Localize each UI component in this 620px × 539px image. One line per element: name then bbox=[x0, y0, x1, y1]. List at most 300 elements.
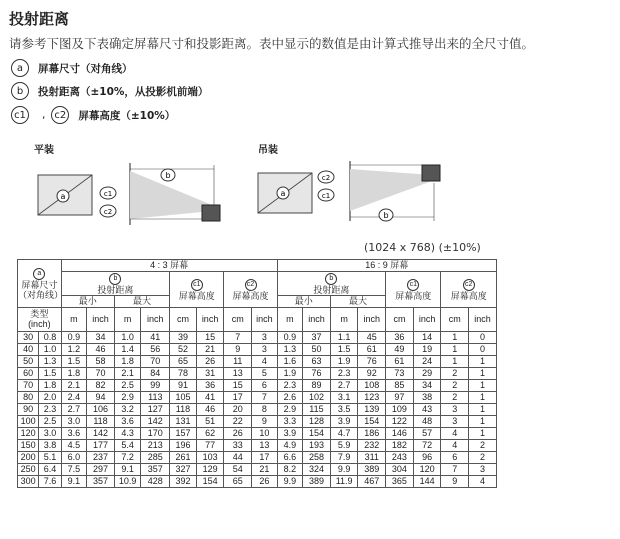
mark-b: b bbox=[109, 273, 121, 285]
table-cell: 14 bbox=[413, 331, 441, 343]
table-cell: 26 bbox=[224, 427, 252, 439]
table-cell: 5 bbox=[252, 367, 278, 379]
table-cell: 3 bbox=[252, 343, 278, 355]
table-cell: 60 bbox=[18, 367, 39, 379]
unit-cell: inch bbox=[141, 307, 170, 331]
table-cell: 467 bbox=[358, 475, 386, 487]
table-cell: 7.2 bbox=[114, 451, 141, 463]
mark-c1-text: c1 bbox=[321, 192, 331, 200]
projector-icon bbox=[422, 165, 440, 181]
table-cell: 9.9 bbox=[277, 475, 303, 487]
table-cell: 3.1 bbox=[330, 391, 358, 403]
table-cell: 11.9 bbox=[330, 475, 358, 487]
throw-header-43 bbox=[61, 272, 170, 296]
table-cell: 56 bbox=[141, 343, 170, 355]
mark-a: a bbox=[11, 59, 29, 77]
table-cell: 73 bbox=[386, 367, 414, 379]
table-cell: 3.8 bbox=[39, 439, 61, 451]
table-cell: 2.9 bbox=[114, 391, 141, 403]
type-header-cell bbox=[18, 307, 62, 331]
table-cell: 3.0 bbox=[61, 415, 87, 427]
table-cell: 20 bbox=[224, 403, 252, 415]
table-cell: 34 bbox=[87, 331, 115, 343]
table-cell: 85 bbox=[386, 379, 414, 391]
table-cell: 7.5 bbox=[61, 463, 87, 475]
table-cell: 2 bbox=[469, 451, 497, 463]
table-cell: 10 bbox=[252, 427, 278, 439]
table-cell: 33 bbox=[224, 439, 252, 451]
table-row bbox=[18, 331, 497, 343]
max-header: 最大 bbox=[330, 295, 385, 307]
table-cell: 48 bbox=[413, 415, 441, 427]
table-cell: 297 bbox=[87, 463, 115, 475]
table-cell: 3.6 bbox=[61, 427, 87, 439]
table-cell: 2.0 bbox=[39, 391, 61, 403]
max-header: 最大 bbox=[114, 295, 169, 307]
table-cell: 72 bbox=[413, 439, 441, 451]
table-cell: 357 bbox=[141, 463, 170, 475]
table-cell: 213 bbox=[141, 439, 170, 451]
mark-c1: c1 bbox=[11, 106, 29, 124]
table-cell: 2 bbox=[441, 379, 469, 391]
table-cell: 108 bbox=[358, 379, 386, 391]
table-cell: 6 bbox=[252, 379, 278, 391]
table-cell: 1 bbox=[441, 331, 469, 343]
unit-cell: inch bbox=[252, 307, 278, 331]
mark-a: a bbox=[33, 268, 45, 280]
table-cell: 9.9 bbox=[330, 463, 358, 475]
table-cell: 3 bbox=[441, 403, 469, 415]
table-cell: 118 bbox=[87, 415, 115, 427]
table-cell: 11 bbox=[224, 355, 252, 367]
table-cell: 1.4 bbox=[114, 343, 141, 355]
table-cell: 45 bbox=[358, 331, 386, 343]
unit-cell: inch bbox=[469, 307, 497, 331]
table-cell: 3.9 bbox=[277, 427, 303, 439]
table-body bbox=[18, 331, 497, 487]
table-cell: 4.9 bbox=[277, 439, 303, 451]
mark-b: b bbox=[325, 273, 337, 285]
table-cell: 113 bbox=[141, 391, 170, 403]
table-cell: 7.6 bbox=[39, 475, 61, 487]
table-cell: 2.5 bbox=[39, 415, 61, 427]
table-cell: 1.0 bbox=[114, 331, 141, 343]
unit-cell: cm bbox=[386, 307, 414, 331]
table-cell: 2.6 bbox=[277, 391, 303, 403]
table-cell: 250 bbox=[18, 463, 39, 475]
table-cell: 142 bbox=[141, 415, 170, 427]
description: 请参考下图及下表确定屏幕尺寸和投影距离。表中显示的数值是由计算式推导出来的全尺寸值。 bbox=[9, 36, 535, 51]
table-cell: 100 bbox=[18, 415, 39, 427]
unit-cell: inch bbox=[303, 307, 331, 331]
table-row bbox=[18, 427, 497, 439]
table-cell: 9 bbox=[252, 415, 278, 427]
table-cell: 3.2 bbox=[114, 403, 141, 415]
table-cell: 0.9 bbox=[277, 331, 303, 343]
table-cell: 142 bbox=[87, 427, 115, 439]
table-cell: 41 bbox=[196, 391, 224, 403]
table-cell: 186 bbox=[358, 427, 386, 439]
table-cell: 17 bbox=[224, 391, 252, 403]
table-cell: 65 bbox=[170, 355, 197, 367]
c1-header-43 bbox=[170, 272, 224, 308]
table-cell: 21 bbox=[252, 463, 278, 475]
table-cell: 39 bbox=[170, 331, 197, 343]
table-cell: 62 bbox=[196, 427, 224, 439]
table-cell: 2.1 bbox=[114, 367, 141, 379]
table-cell: 170 bbox=[141, 427, 170, 439]
group-16-9: 16 : 9 屏幕 bbox=[277, 260, 496, 272]
unit-cell: cm bbox=[170, 307, 197, 331]
table-cell: 2 bbox=[441, 391, 469, 403]
table-cell: 1.8 bbox=[39, 379, 61, 391]
table-cell: 115 bbox=[303, 403, 331, 415]
table-cell: 58 bbox=[87, 355, 115, 367]
table-cell: 4 bbox=[441, 439, 469, 451]
size-header-cell bbox=[18, 260, 62, 308]
table-cell: 1.8 bbox=[114, 355, 141, 367]
table-cell: 96 bbox=[413, 451, 441, 463]
table-cell: 1.5 bbox=[39, 367, 61, 379]
table-cell: 258 bbox=[303, 451, 331, 463]
table-cell: 40 bbox=[18, 343, 39, 355]
unit-cell: inch bbox=[196, 307, 224, 331]
table-row bbox=[18, 451, 497, 463]
table-cell: 365 bbox=[386, 475, 414, 487]
table-cell: 50 bbox=[303, 343, 331, 355]
table-cell: 24 bbox=[413, 355, 441, 367]
table-cell: 9 bbox=[224, 343, 252, 355]
table-cell: 103 bbox=[196, 451, 224, 463]
table-cell: 300 bbox=[18, 475, 39, 487]
table-cell: 70 bbox=[87, 367, 115, 379]
height-label: 屏幕高度 bbox=[232, 290, 269, 301]
legend-text: 屏幕高度（±10%） bbox=[78, 109, 176, 122]
table-cell: 38 bbox=[413, 391, 441, 403]
table-cell: 146 bbox=[386, 427, 414, 439]
table-cell: 0 bbox=[469, 343, 497, 355]
table-cell: 7 bbox=[224, 331, 252, 343]
table-cell: 243 bbox=[386, 451, 414, 463]
table-cell: 122 bbox=[386, 415, 414, 427]
table-cell: 1.1 bbox=[330, 331, 358, 343]
legend-item-screen-height bbox=[11, 106, 175, 124]
table-cell: 52 bbox=[170, 343, 197, 355]
mark-c2-text: c2 bbox=[103, 208, 113, 216]
c1-header-169 bbox=[386, 272, 441, 308]
table-cell: 15 bbox=[224, 379, 252, 391]
table-cell: 1 bbox=[469, 403, 497, 415]
table-cell: 13 bbox=[252, 439, 278, 451]
table-cell: 51 bbox=[196, 415, 224, 427]
table-cell: 2.7 bbox=[330, 379, 358, 391]
table-cell: 120 bbox=[18, 427, 39, 439]
table-cell: 92 bbox=[358, 367, 386, 379]
table-cell: 1 bbox=[441, 355, 469, 367]
unit-cell: m bbox=[330, 307, 358, 331]
mark-c1: c1 bbox=[407, 279, 419, 291]
table-cell: 357 bbox=[87, 475, 115, 487]
mark-a-text: a bbox=[60, 192, 66, 201]
table-cell: 311 bbox=[358, 451, 386, 463]
table-cell: 3.0 bbox=[39, 427, 61, 439]
unit-cell: m bbox=[114, 307, 141, 331]
table-cell: 2.4 bbox=[61, 391, 87, 403]
throw-label: 投射距离 bbox=[313, 284, 350, 295]
table-cell: 61 bbox=[358, 343, 386, 355]
table-row bbox=[18, 355, 497, 367]
table-cell: 82 bbox=[87, 379, 115, 391]
table-cell: 118 bbox=[170, 403, 197, 415]
table-row bbox=[18, 463, 497, 475]
table-cell: 84 bbox=[141, 367, 170, 379]
legend-text: 投射距离（±10%，从投影机前端） bbox=[38, 85, 209, 98]
table-cell: 327 bbox=[170, 463, 197, 475]
table-cell: 2.1 bbox=[61, 379, 87, 391]
table-cell: 150 bbox=[18, 439, 39, 451]
table-cell: 1.5 bbox=[61, 355, 87, 367]
mark-c2: c2 bbox=[51, 106, 69, 124]
table-cell: 0.9 bbox=[61, 331, 87, 343]
c2-header-43 bbox=[224, 272, 277, 308]
table-cell: 41 bbox=[141, 331, 170, 343]
table-cell: 102 bbox=[303, 391, 331, 403]
table-cell: 34 bbox=[413, 379, 441, 391]
table-cell: 3 bbox=[469, 463, 497, 475]
table-cell: 54 bbox=[224, 463, 252, 475]
mark-c2-text: c2 bbox=[321, 174, 331, 182]
table-cell: 78 bbox=[170, 367, 197, 379]
unit-cell: m bbox=[277, 307, 303, 331]
table-cell: 4 bbox=[469, 475, 497, 487]
table-cell: 46 bbox=[87, 343, 115, 355]
table-cell: 1.3 bbox=[39, 355, 61, 367]
table-cell: 123 bbox=[358, 391, 386, 403]
resolution-note: (1024 x 768) (±10%) bbox=[364, 241, 481, 254]
table-cell: 3 bbox=[252, 331, 278, 343]
min-header: 最小 bbox=[61, 295, 114, 307]
table-cell: 7 bbox=[441, 463, 469, 475]
type-unit: (inch) bbox=[28, 319, 51, 329]
table-cell: 2.5 bbox=[114, 379, 141, 391]
table-cell: 1.5 bbox=[330, 343, 358, 355]
table-cell: 6.4 bbox=[39, 463, 61, 475]
table-cell: 3.5 bbox=[330, 403, 358, 415]
table-cell: 3.6 bbox=[114, 415, 141, 427]
mark-a-text: a bbox=[280, 189, 286, 198]
unit-cell: inch bbox=[358, 307, 386, 331]
table-cell: 7 bbox=[252, 391, 278, 403]
table-cell: 237 bbox=[87, 451, 115, 463]
legend-separator: , bbox=[42, 109, 46, 121]
table-cell: 389 bbox=[303, 475, 331, 487]
height-label: 屏幕高度 bbox=[450, 290, 487, 301]
table-cell: 2 bbox=[469, 439, 497, 451]
table-cell: 70 bbox=[141, 355, 170, 367]
group-4-3: 4 : 3 屏幕 bbox=[61, 260, 277, 272]
table-cell: 3.3 bbox=[277, 415, 303, 427]
table-cell: 1.0 bbox=[39, 343, 61, 355]
legend-text: 屏幕尺寸（对角线） bbox=[38, 62, 133, 75]
table-cell: 15 bbox=[196, 331, 224, 343]
table-cell: 1 bbox=[469, 379, 497, 391]
table-cell: 46 bbox=[196, 403, 224, 415]
table-cell: 193 bbox=[303, 439, 331, 451]
mark-c1: c1 bbox=[191, 279, 203, 291]
projection-beam bbox=[350, 169, 432, 211]
table-cell: 139 bbox=[358, 403, 386, 415]
page-title: 投射距离 bbox=[9, 10, 70, 28]
unit-cell: m bbox=[61, 307, 87, 331]
table-cell: 1.6 bbox=[277, 355, 303, 367]
table-cell: 1.8 bbox=[61, 367, 87, 379]
table-cell: 1 bbox=[469, 391, 497, 403]
desk-mount-diagram bbox=[30, 155, 230, 235]
table-cell: 120 bbox=[413, 463, 441, 475]
table-cell: 4 bbox=[252, 355, 278, 367]
table-cell: 30 bbox=[18, 331, 39, 343]
table-cell: 3 bbox=[441, 415, 469, 427]
table-cell: 157 bbox=[170, 427, 197, 439]
table-cell: 31 bbox=[196, 367, 224, 379]
table-cell: 392 bbox=[170, 475, 197, 487]
throw-label: 投射距离 bbox=[97, 284, 134, 295]
table-cell: 37 bbox=[303, 331, 331, 343]
table-cell: 97 bbox=[386, 391, 414, 403]
table-cell: 29 bbox=[413, 367, 441, 379]
table-cell: 129 bbox=[196, 463, 224, 475]
table-cell: 5.9 bbox=[330, 439, 358, 451]
table-cell: 1 bbox=[469, 427, 497, 439]
table-cell: 7.9 bbox=[330, 451, 358, 463]
table-row bbox=[18, 415, 497, 427]
table-cell: 5.1 bbox=[39, 451, 61, 463]
table-cell: 90 bbox=[18, 403, 39, 415]
table-cell: 0.8 bbox=[39, 331, 61, 343]
mark-c2: c2 bbox=[463, 279, 475, 291]
height-label: 屏幕高度 bbox=[395, 290, 432, 301]
table-cell: 4 bbox=[441, 427, 469, 439]
table-cell: 6.6 bbox=[277, 451, 303, 463]
table-cell: 9 bbox=[441, 475, 469, 487]
table-cell: 36 bbox=[196, 379, 224, 391]
legend-item-screen-size bbox=[11, 59, 133, 77]
table-cell: 6 bbox=[441, 451, 469, 463]
ceiling-mount-diagram bbox=[250, 155, 450, 235]
table-cell: 26 bbox=[196, 355, 224, 367]
table-cell: 89 bbox=[303, 379, 331, 391]
table-cell: 2 bbox=[441, 367, 469, 379]
table-cell: 106 bbox=[87, 403, 115, 415]
table-row bbox=[18, 343, 497, 355]
table-cell: 4.3 bbox=[114, 427, 141, 439]
table-cell: 77 bbox=[196, 439, 224, 451]
c2-header-169 bbox=[441, 272, 497, 308]
table-row bbox=[18, 403, 497, 415]
table-cell: 1 bbox=[441, 343, 469, 355]
table-row bbox=[18, 367, 497, 379]
unit-cell: cm bbox=[441, 307, 469, 331]
table-cell: 324 bbox=[303, 463, 331, 475]
height-label: 屏幕高度 bbox=[178, 290, 215, 301]
table-cell: 5.4 bbox=[114, 439, 141, 451]
table-cell: 182 bbox=[386, 439, 414, 451]
table-cell: 389 bbox=[358, 463, 386, 475]
table-cell: 19 bbox=[413, 343, 441, 355]
table-cell: 232 bbox=[358, 439, 386, 451]
table-cell: 196 bbox=[170, 439, 197, 451]
min-header: 最小 bbox=[277, 295, 330, 307]
type-label: 类型 bbox=[30, 309, 49, 319]
desk-mount-label: 平装 bbox=[34, 145, 54, 156]
projector-icon bbox=[202, 205, 220, 221]
table-cell: 49 bbox=[386, 343, 414, 355]
ceiling-mount-label: 吊装 bbox=[258, 145, 278, 156]
unit-cell: inch bbox=[413, 307, 441, 331]
table-cell: 76 bbox=[303, 367, 331, 379]
table-cell: 22 bbox=[224, 415, 252, 427]
table-cell: 3.9 bbox=[330, 415, 358, 427]
table-cell: 105 bbox=[170, 391, 197, 403]
table-cell: 10.9 bbox=[114, 475, 141, 487]
table-cell: 1.9 bbox=[277, 367, 303, 379]
table-cell: 99 bbox=[141, 379, 170, 391]
table-cell: 1.9 bbox=[330, 355, 358, 367]
table-cell: 131 bbox=[170, 415, 197, 427]
table-cell: 17 bbox=[252, 451, 278, 463]
table-cell: 4.5 bbox=[61, 439, 87, 451]
table-cell: 8 bbox=[252, 403, 278, 415]
size-header-label: 屏幕尺寸（对角线） bbox=[18, 279, 64, 300]
table-cell: 36 bbox=[386, 331, 414, 343]
unit-cell: cm bbox=[224, 307, 252, 331]
table-cell: 1.3 bbox=[277, 343, 303, 355]
throw-header-169 bbox=[277, 272, 386, 296]
table-cell: 2.7 bbox=[61, 403, 87, 415]
table-cell: 65 bbox=[224, 475, 252, 487]
table-cell: 57 bbox=[413, 427, 441, 439]
table-cell: 428 bbox=[141, 475, 170, 487]
table-cell: 144 bbox=[413, 475, 441, 487]
table-cell: 2.9 bbox=[277, 403, 303, 415]
table-cell: 94 bbox=[87, 391, 115, 403]
table-cell: 26 bbox=[252, 475, 278, 487]
table-cell: 304 bbox=[386, 463, 414, 475]
table-cell: 63 bbox=[303, 355, 331, 367]
table-row bbox=[18, 475, 497, 487]
table-cell: 13 bbox=[224, 367, 252, 379]
table-cell: 50 bbox=[18, 355, 39, 367]
table-cell: 8.2 bbox=[277, 463, 303, 475]
table-cell: 76 bbox=[358, 355, 386, 367]
mark-b-text: b bbox=[383, 211, 389, 220]
table-cell: 21 bbox=[196, 343, 224, 355]
table-cell: 44 bbox=[224, 451, 252, 463]
mark-b: b bbox=[11, 82, 29, 100]
table-cell: 154 bbox=[196, 475, 224, 487]
unit-cell: inch bbox=[87, 307, 115, 331]
table-cell: 285 bbox=[141, 451, 170, 463]
table-cell: 61 bbox=[386, 355, 414, 367]
table-cell: 91 bbox=[170, 379, 197, 391]
table-cell: 1 bbox=[469, 355, 497, 367]
table-cell: 109 bbox=[386, 403, 414, 415]
table-cell: 2.3 bbox=[277, 379, 303, 391]
table-cell: 200 bbox=[18, 451, 39, 463]
mark-c2: c2 bbox=[245, 279, 257, 291]
table-row bbox=[18, 439, 497, 451]
table-cell: 261 bbox=[170, 451, 197, 463]
